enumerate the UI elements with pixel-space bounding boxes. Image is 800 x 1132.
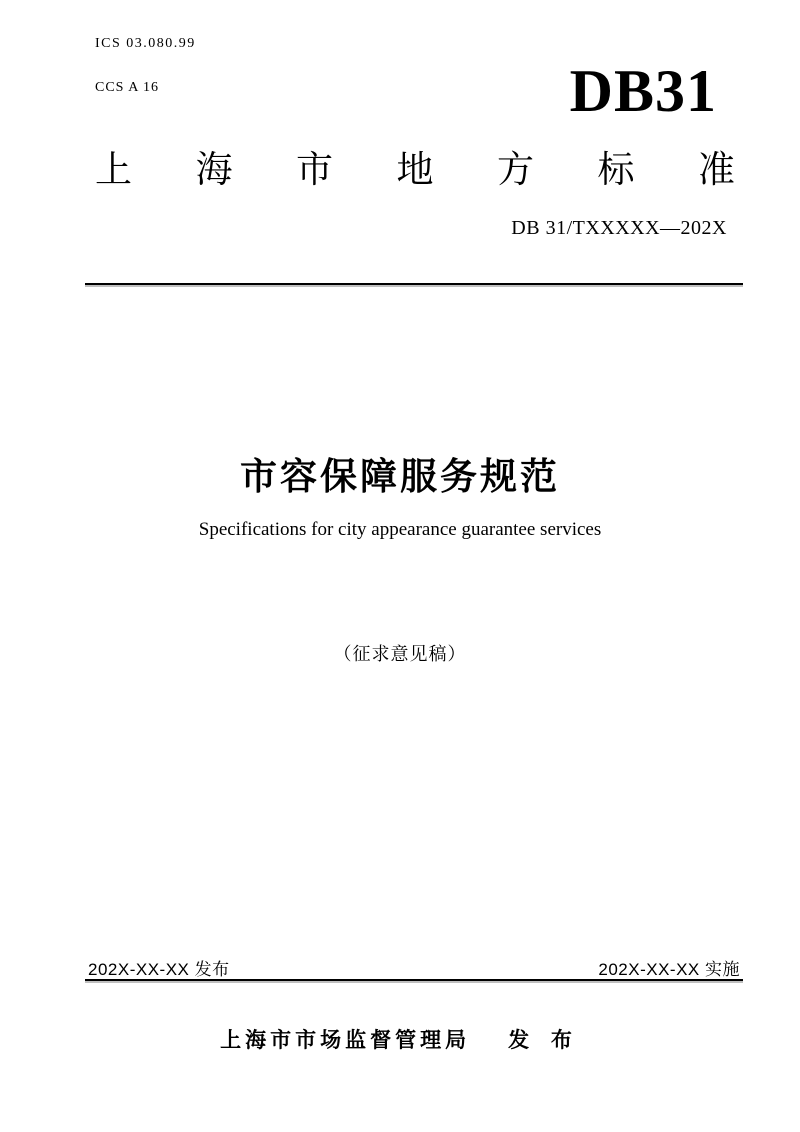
standard-category-char: 方 (497, 149, 534, 190)
publisher-row (0, 1024, 800, 1054)
date-row (88, 955, 740, 980)
issue-date: 202X-XX-XX 发布 (88, 960, 230, 979)
standard-category-title (95, 150, 735, 191)
draft-status-note: （征求意见稿） (333, 644, 467, 664)
ics-code: ICS 03.080.99 (95, 36, 196, 51)
standard-category-char: 市 (296, 149, 333, 190)
implementation-date: 202X-XX-XX 实施 (598, 960, 740, 979)
issue-action-label: 发 布 (508, 1029, 580, 1052)
ccs-code: CCS A 16 (95, 80, 160, 95)
issuing-authority: 上海市市场监督管理局 (220, 1029, 471, 1052)
standard-category-char: 准 (698, 149, 735, 190)
document-title-english: Specifications for city appearance guarantee services (198, 519, 602, 540)
db31-logo: DB31 (569, 58, 717, 124)
standard-category-char: 标 (597, 149, 635, 190)
footer-divider-rule (85, 979, 743, 981)
document-title-chinese: 市容保障服务规范 (240, 456, 560, 497)
header-divider-rule (85, 283, 743, 285)
standard-number: DB 31/TXXXXX—202X (511, 217, 727, 239)
standard-category-char: 上 (95, 149, 132, 190)
standard-category-char: 地 (396, 149, 434, 190)
standard-category-char: 海 (195, 149, 233, 190)
